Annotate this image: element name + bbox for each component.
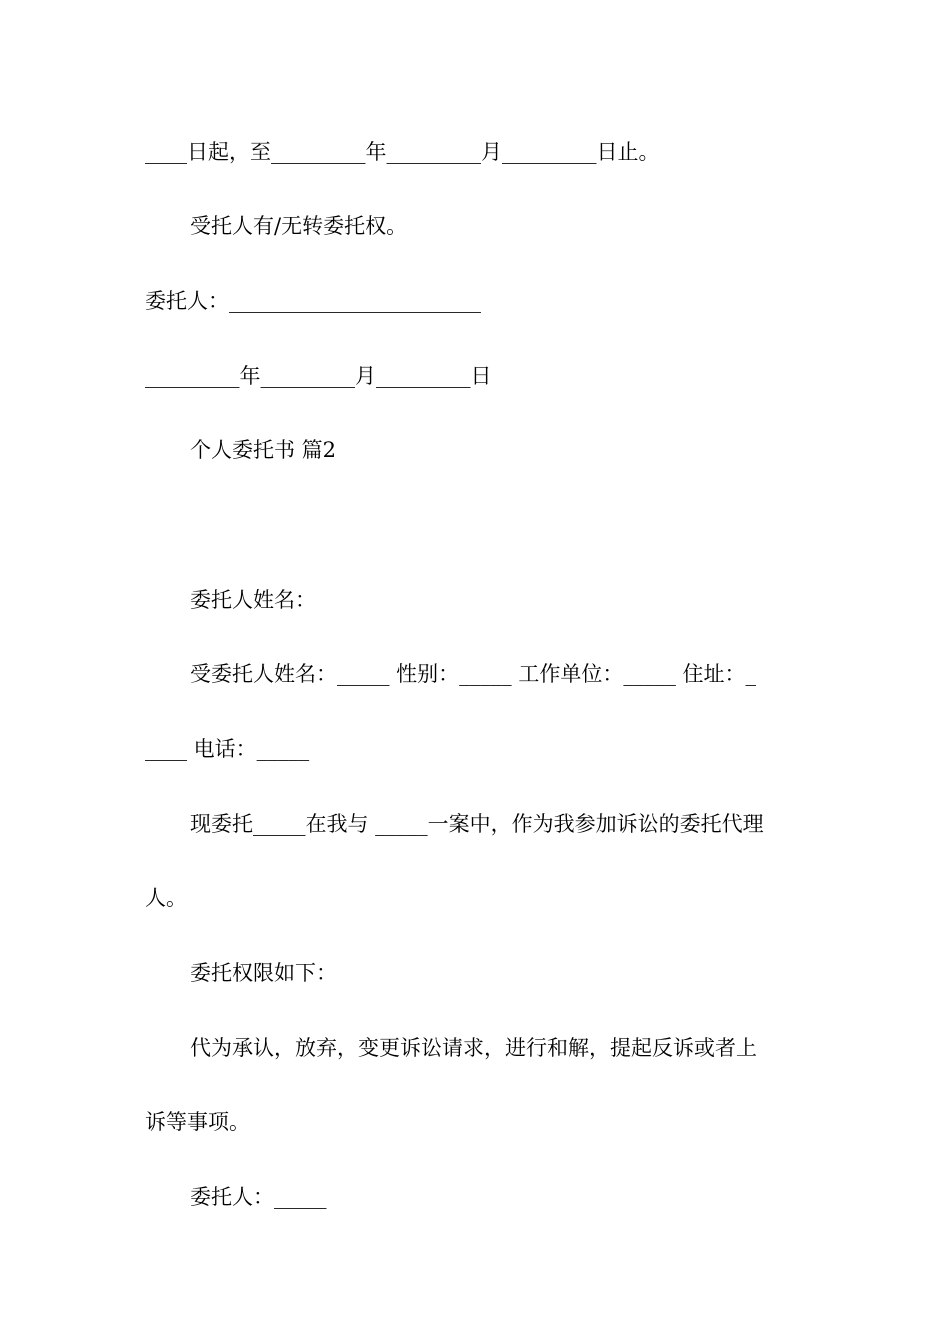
date-range-line: ____日起，至_________年_________月_________日止。 xyxy=(145,140,660,164)
principal-field: 委托人：_____ xyxy=(190,1185,327,1209)
principal-name-field: 委托人姓名： xyxy=(190,588,316,612)
signature-date-line: _________年_________月_________日 xyxy=(145,364,492,388)
delegation-paragraph-cont: 人。 xyxy=(145,886,187,910)
agent-info-line: 受委托人姓名：_____ 性别：_____ 工作单位：_____ 住址：_ xyxy=(190,662,757,686)
scope-paragraph-cont: 诉等事项。 xyxy=(145,1110,250,1134)
delegation-paragraph: 现委托_____在我与 _____一案中，作为我参加诉讼的委托代理 xyxy=(190,812,764,836)
scope-paragraph: 代为承认，放弃，变更诉讼请求，进行和解，提起反诉或者上 xyxy=(190,1036,757,1060)
section-heading: 个人委托书 篇2 xyxy=(190,438,337,462)
scope-heading: 委托权限如下： xyxy=(190,961,337,985)
principal-signature-line: 委托人：________________________ xyxy=(145,289,481,313)
agent-info-line-cont: ____ 电话：_____ xyxy=(145,737,310,761)
sub-delegation-paragraph: 受托人有/无转委托权。 xyxy=(190,214,408,238)
